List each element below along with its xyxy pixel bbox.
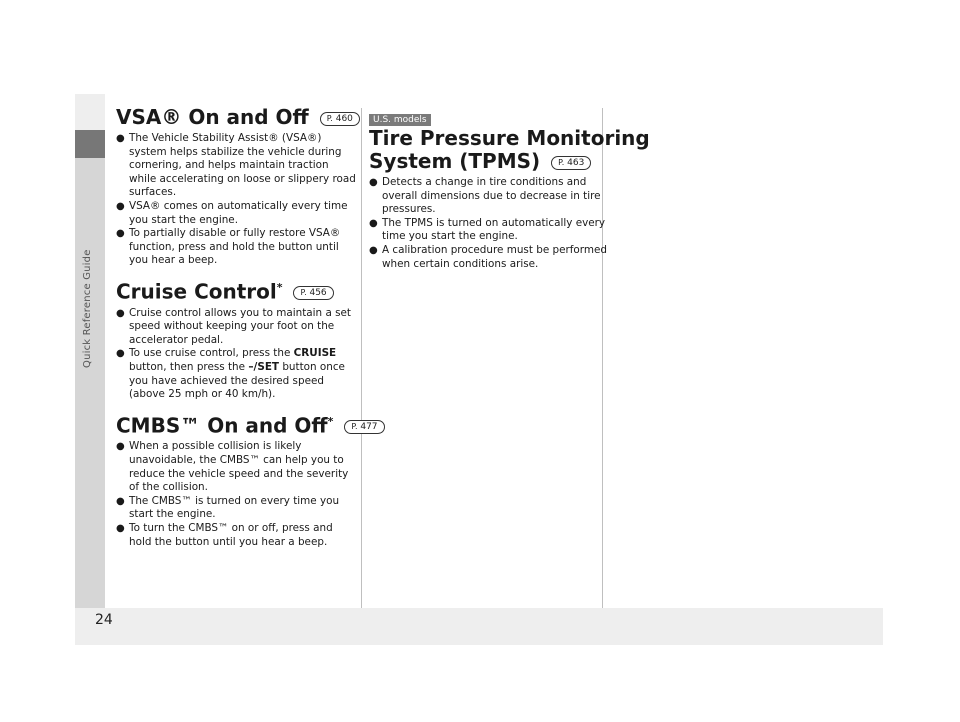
section-title-cruise: Cruise Control* P. 456 — [116, 276, 356, 304]
bullet-list — [116, 132, 356, 268]
bullet-list — [369, 176, 609, 271]
list-item: ● To partially disable or fully restore VSA® function, press and hold the button until you hear a beep. — [116, 227, 356, 268]
list-item: ● The Vehicle Stability Assist® (VSA®) system helps stabilize the vehicle during cornering, and helps maintain traction while accelerating on loose or slippery road surfaces. — [116, 132, 356, 200]
page-ref-link[interactable]: P. 456 — [293, 286, 333, 300]
list-item: ● VSA® comes on automatically every time you start the engine. — [116, 200, 356, 227]
side-label: Quick Reference Guide — [82, 249, 93, 368]
list-item: ● To turn the CMBS™ on or off, press and hold the button until you hear a beep. — [116, 522, 356, 549]
list-item: ● When a possible collision is likely unavoidable, the CMBS™ can help you to reduce the vehicle speed and the severity of the collision. — [116, 440, 356, 494]
column-divider — [361, 108, 362, 608]
bullet-list — [116, 307, 356, 402]
list-item: ● A calibration procedure must be performed when certain conditions arise. — [369, 244, 609, 271]
page-number: 24 — [95, 612, 113, 628]
bullet-list — [116, 440, 356, 549]
middle-column — [369, 107, 650, 277]
left-column — [116, 105, 378, 555]
page-ref-link[interactable]: P. 460 — [320, 112, 360, 126]
section-title-cmbs: CMBS™ On and Off* P. 477 — [116, 410, 356, 438]
page-ref-link[interactable]: P. 477 — [344, 420, 384, 434]
list-item: ● The TPMS is turned on automatically every time you start the engine. — [369, 217, 609, 244]
section-title-vsa: VSA® On and Off P. 460 — [116, 106, 356, 129]
section-title-tpms: Tire Pressure Monitoring System (TPMS) P. 463 — [369, 126, 650, 173]
region-tag: U.S. models — [369, 114, 431, 126]
list-item: ● Cruise control allows you to maintain a set speed without keeping your foot on the accelerator pedal. — [116, 307, 356, 348]
page-ref-link[interactable]: P. 463 — [551, 156, 591, 170]
side-tab-marker — [75, 130, 105, 158]
list-item: ● Detects a change in tire conditions and overall dimensions due to decrease in tire pressures. — [369, 176, 609, 217]
list-item: ● The CMBS™ is turned on every time you start the engine. — [116, 495, 356, 522]
list-item: ● To use cruise control, press the CRUISE button, then press the –/SET button once you have achieved the desired speed (above 25 mph or 40 km/h). — [116, 347, 356, 401]
